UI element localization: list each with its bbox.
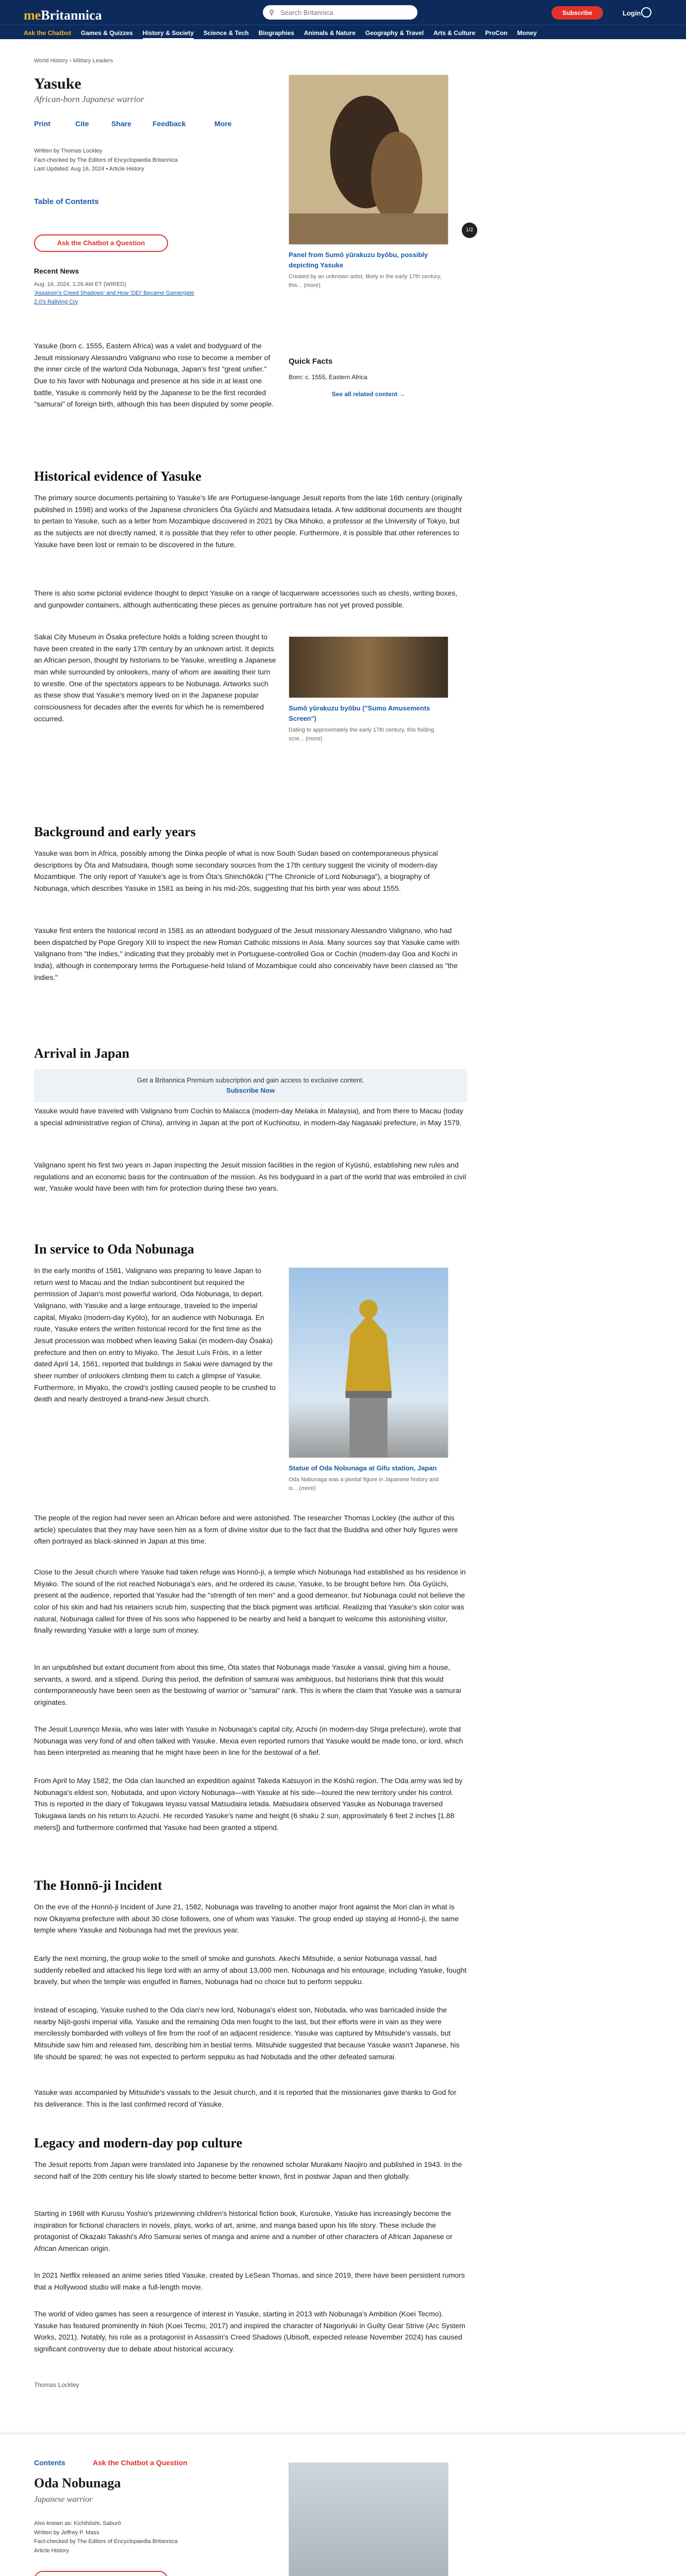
related-byline <box>34 2519 178 2555</box>
britannica-logo[interactable]: meBritannica <box>24 8 102 23</box>
page-title: Yasuke <box>34 75 81 92</box>
legacy-paragraph-4: The world of video games has seen a resurgence of interest in Yasuke, starting in 2013 with Nobunaga's Ambition (Koei Tecmo). Yasuke has featured prominently in Nioh (Koei Tecmo, 2017) and inspired the character of Nagoriyuki in Guilty Gear Strive (Arc System Works, 2021). Notably, his role as a protagonist in Assassin's Creed Shadows (Ubisoft, expected release November 2024) has caused significant controversy due to debate about historical accuracy. <box>34 2310 465 2353</box>
heading-historical-evidence: Historical evidence of Yasuke <box>34 469 202 484</box>
recent-news-date: Aug. 16, 2024, 1:26 AM ET (WIRED) <box>34 281 126 287</box>
hero-caption-title[interactable]: Panel from Sumō yūrakuzu byōbu, possibly depicting Yasuke <box>289 251 428 269</box>
related-subtitle: Japanese warrior <box>34 2495 93 2504</box>
fact-checked[interactable]: Fact-checked by The Editors of Encyclopaedia Britannica <box>34 157 178 163</box>
heading-service: In service to Oda Nobunaga <box>34 1242 194 1257</box>
statue-illustration <box>289 1268 448 1458</box>
screen-caption-title[interactable]: Sumō yūrakuzu byōbu ("Sumo Amusements Screen") <box>289 704 430 723</box>
legacy-paragraph-3: In 2021 Netflix released an anime series titled Yasuke, created by LeSean Thomas, and since 2019, there have been persistent rumors that a Hollywood studio will make a full-length movie. <box>34 2271 465 2291</box>
author-name[interactable]: Thomas Lockley <box>34 2381 79 2388</box>
nav-procon[interactable]: ProCon <box>485 29 508 37</box>
share-button[interactable]: Share <box>111 120 131 128</box>
related-history[interactable]: Article History <box>34 2547 69 2554</box>
service-paragraph-5: The Jesuit Lourenço Mexia, who was later with Yasuke in Nobunaga's capital city, Azuchi (in modern-day Shiga prefecture), wrote that Nobunaga was very fond of and often talked with Yasuke. Mexia even reported rumors that Yasuke would be made tono, or lord, which has been interpreted as meaning that he might have been in line for the bestowal of a fief. <box>34 1725 463 1757</box>
related-ask-button[interactable] <box>34 2571 168 2576</box>
written-by[interactable]: Written by Thomas Lockley <box>34 148 103 154</box>
quick-facts <box>289 355 448 399</box>
statue-image[interactable] <box>289 1267 448 1458</box>
table-of-contents-link[interactable]: Table of Contents <box>34 197 99 206</box>
user-icon[interactable] <box>641 7 651 18</box>
nav-biographies[interactable]: Biographies <box>258 29 294 37</box>
last-updated[interactable]: Last Updated: Aug 16, 2024 • Article History <box>34 166 144 173</box>
arrival-paragraph-1: Yasuke would have traveled with Valignano from Cochin to Malacca (modern-day Melaka in Malaysia), and from there to Macau (today a special administrative region of China), arriving in Japan at the port of Kuchinotsu, in modern-day Nagasaki prefecture, in May 1579. <box>34 1107 463 1127</box>
premium-promo <box>34 1069 467 1102</box>
subscribe-now-link[interactable]: Subscribe Now <box>226 1087 275 1095</box>
background-paragraph-1: Yasuke was born in Africa, possibly among the Dinka people of what is now South Sudan based on contemporaneous physical descriptions by Ōta and Matsudaira, though some secondary sources from the 17th century suggest the vicinity of modern-day Mozambique. The only report of Yasuke's age is from Ōta's Shinchōkōki ("The Chronicle of Lord Nobunaga"), a biography of Nobunaga, which describes Yasuke in 1581 as being in his mid-20s, suggesting that his birth year was about 1555. <box>34 849 438 893</box>
article-actions <box>34 118 292 134</box>
heading-legacy: Legacy and modern-day pop culture <box>34 2136 242 2150</box>
related-fact-checked[interactable]: Fact-checked by The Editors of Encyclopaedia Britannica <box>34 2538 178 2545</box>
print-button[interactable]: Print <box>34 120 51 128</box>
intro-paragraph: Yasuke (born c. 1555, Eastern Africa) was a valet and bodyguard of the Jesuit missionary Alessandro Valignano who rose to become a member of the inner circle of the warlord Oda Nobunaga, Japan's first "great unifier." Due to his favor with Nobunaga and presence at his side in at least one battle, Yasuke is commonly held by the Japanese to be the first recorded "samurai" of foreign birth, although this has been disputed by some people. <box>34 342 274 409</box>
honnoji-paragraph-1: On the eve of the Honnō-ji Incident of June 21, 1582, Nobunaga was traveling to another major front against the Mori clan in what is now Okayama prefecture with about 30 close followers, one of whom was Yasuke. The group ended up staying at Honnō-ji, the same temple where Yasuke and Nobunaga had met the previous year. <box>34 1903 459 1935</box>
evidence-paragraph-1: The primary source documents pertaining to Yasuke's life are Portuguese-language Jesuit reports from the late 16th century (originally published in 1598) and works of the Japanese chroniclers Ōta Gyūichi and Matsudaira Ietada. A few additional documents are thought to pertain to Yasuke, such as a letter from Mozambique discovered in 2021 by Oka Mihoko, a professor at the University of Tokyo, but as the subjects are not directly named, it is possible that they refer to other people. Furthermore, it is possible that other references to Yasuke have been lost or remain to be discovered in the future. <box>34 494 462 549</box>
statue-caption-title[interactable]: Statue of Oda Nobunaga at Gifu station, Japan <box>289 1464 437 1472</box>
top-header <box>0 0 686 25</box>
nav-money[interactable]: Money <box>517 29 537 37</box>
background-paragraph-2: Yasuke first enters the historical record in 1581 as an attendant bodyguard of the Jesuit missionary Alessandro Valignano, who had been dispatched by Pope Gregory XIII to inspect the new Roman Catholic missions in Asia. Many sources say that Yasuke came with Valignano from "the Indies," indicating that they probably met in Portuguese-controlled Goa or Cochin (modern-day Goa and Kochi in India), although in contemporary terms the Portuguese-held Island of Mozambique could also conceivably have been classed as "the Indies." <box>34 926 460 981</box>
nav-geography-travel[interactable]: Geography & Travel <box>365 29 424 37</box>
login-link[interactable]: Login <box>623 9 641 17</box>
feedback-button[interactable]: Feedback <box>153 120 186 128</box>
arrival-paragraph-2: Valignano spent his first two years in Japan inspecting the Jesuit mission facilities in the region of Kyūshū, establishing new rules and regulations and an economic basis for the continuation of the mission. As his bodyguard in a part of the world that was embroiled in civil war, Yasuke would have been with him for protection during these two years. <box>34 1161 466 1193</box>
hero-illustration <box>289 75 448 244</box>
honnoji-paragraph-2: Early the next morning, the group woke to the smell of smoke and gunshots. Akechi Mitsuhide, a senior Nobunaga vassal, had suddenly rebelled and attacked his liege lord with an army of about 13,000 men. Nobunaga and his entourage, including Yasuke, fought bravely, but when the temple was engulfed in flames, Nobunaga had no choice but to perform seppuku. <box>34 1954 467 1986</box>
subscribe-button[interactable]: Subscribe <box>551 6 603 20</box>
related-aka: Also known as: Kichihōshi, Saburō <box>34 2520 121 2527</box>
statue-caption <box>289 1463 448 1493</box>
nav-arts-culture[interactable]: Arts & Culture <box>433 29 476 37</box>
recent-news <box>34 266 204 307</box>
quick-facts-heading: Quick Facts <box>289 357 333 366</box>
heading-background: Background and early years <box>34 824 196 839</box>
heading-honnoji: The Honnō-ji Incident <box>34 1878 162 1893</box>
ask-chatbot-button[interactable]: Ask the Chatbot a Question <box>34 234 168 252</box>
recent-news-heading: Recent News <box>34 267 79 275</box>
honnoji-paragraph-4: Yasuke was accompanied by Mitsuhide's vassals to the Jesuit church, and it is reported that the missionaries gave thanks to God for his deliverance. This is the last confirmed record of Yasuke. <box>34 2088 457 2108</box>
honnoji-paragraph-3: Instead of escaping, Yasuke rushed to the Oda clan's new lord, Nobunaga's eldest son, Nobutada, who was barricaded inside the nearby Nijō-goshi imperial villa. Yasuke and the remaining Oda men fought to the last, but their efforts were in vain as they were mercilessly bombarded with volleys of fire from the roof of an adjacent residence. Yasuke was captured by Mitsuhide's vassals, but Mitsuhide saw him and released him, describing him in bestial terms. Mitsuhide suggested that because Yasuke wasn't Japanese, his life should be spared; he was not expected to perform seppuku as had Nobutada and the other defeated samurai. <box>34 2006 460 2061</box>
screen-caption <box>289 703 448 743</box>
service-paragraph-3: Close to the Jesuit church where Yasuke had taken refuge was Honnō-ji, a temple which Nobunaga had established as his residence in Miyako. The sound of the riot reached Nobunaga's ears, and he ordered its cause, Yasuke, to be brought before him. Ōta Gyūichi, present at the audience, reported that Yasuke had the "strength of ten men" and a good demeanor, but Nobunaga could not believe the color of his skin and had his retainers scrub him, suspecting that the black pigment was artificial. Realizing that Yasuke's skin color was natural, Nobunaga called for three of his sons who happened to be nearby and held a banquet to welcome this astonishing visitor, finally rewarding Yasuke with a large sum of money. <box>34 1568 466 1635</box>
related-title: Oda Nobunaga <box>34 2476 121 2490</box>
search-input[interactable] <box>263 5 417 20</box>
statue-caption-credit: Oda Nobunaga was a pivotal figure in Japanese history and is... (more) <box>289 1477 439 1492</box>
quick-facts-born: Born: c. 1555, Eastern Africa <box>289 374 367 381</box>
related-ask-link[interactable]: Ask the Chatbot a Question <box>93 2459 188 2467</box>
service-paragraph-1: In the early months of 1581, Valignano was preparing to leave Japan to return west to Macau and the Indian subcontinent but required the permission of Japan's most powerful warlord, Oda Nobunaga, to depart. Valignano, with Yasuke and a large entourage, traveled to the imperial capital, Miyako (modern-day Kyōto), for an audience with Nobunaga. En route, Yasuke enters the written historical record for the first time as the Jesuit procession was mobbed when leaving Sakai (in modern-day Ōsaka) prefecture and then on entry to Miyako. The Jesuit Luís Fróis, in a letter dated April 14, 1581, reported that buildings in Sakai were damaged by the sheer number of onlookers climbing them to catch a glimpse of Yasuke. Furthermore, in Miyako, the crowd's jostling caused people to be crushed to death and nearly destroyed a brand-new Jesuit church. <box>34 1266 276 1403</box>
more-button[interactable]: More <box>214 120 232 128</box>
hero-image[interactable] <box>289 75 448 245</box>
section-divider <box>0 2432 686 2435</box>
legacy-paragraph-1: The Jesuit reports from Japan were translated into Japanese by the renowned scholar Murakami Naojiro and published in 1943. In the second half of the 20th century his life slowly started to become better known, first in postwar Japan and then globally. <box>34 2160 462 2180</box>
breadcrumb[interactable]: World History › Military Leaders <box>34 58 113 64</box>
evidence-paragraph-3: Sakai City Museum in Ōsaka prefecture holds a folding screen thought to have been created in the early 17th century by an unknown artist. It depicts an African person, thought by historians to be Yasuke, wrestling a Japanese man while surrounded by onlookers, many of whom are awaiting their turn to wrestle. One of the spectators appears to be Nobunaga. Artworks such as these show that Yasuke's memory lived on in the Japanese popular consciousness for decades after the events for which he is remembered occurred. <box>34 633 276 723</box>
service-paragraph-2: The people of the region had never seen an African before and were astonished. The researcher Thomas Lockley (the author of this article) speculates that they may have seen him as a form of divine visitor due to the fact that the Buddha and other holy figures were often portrayed as black-skinned in Japan at this time. <box>34 1514 458 1546</box>
image-count-badge[interactable]: 1/2 <box>462 223 477 238</box>
recent-news-link[interactable]: 'Assassin's Creed Shadows' and How 'DEI' Became Gamergate 2.0's Rallying Cry <box>34 290 194 305</box>
main-nav <box>0 25 686 39</box>
service-paragraph-4: In an unpublished but extant document from about this time, Ōta states that Nobunaga made Yasuke a vassal, giving him a house, servants, a sword, and a stipend. During this period, the definition of samurai was ambiguous, but historians think that this would contemporaneously have been seen as the bestowing of warrior or "samurai" rank. This is where the claim that Yasuke was a samurai originates. <box>34 1663 461 1707</box>
related-written-by[interactable]: Written by Jeffrey P. Mass <box>34 2529 99 2536</box>
related-image[interactable] <box>289 2463 448 2576</box>
evidence-paragraph-2: There is also some pictorial evidence thought to depict Yasuke on a range of lacquerware accessories such as chests, writing boxes, and gunpowder containers, although authenticating these pieces as genuine portraiture has not yet proved possible. <box>34 589 458 609</box>
page-subtitle: African-born Japanese warrior <box>34 94 144 104</box>
hero-caption <box>289 250 448 290</box>
screen-caption-credit: Dating to approximately the early 17th century, this folding scre... (more) <box>289 727 434 742</box>
nav-history-society[interactable]: History & Society <box>143 28 194 39</box>
nav-ask-chatbot[interactable]: Ask the Chatbot <box>24 29 72 37</box>
nav-animals-nature[interactable]: Animals & Nature <box>304 29 356 37</box>
legacy-paragraph-2: Starting in 1968 with Kurusu Yoshio's prizewinning children's historical fiction book, Kurosuke, Yasuke has increasingly become the inspiration for fictional characters in novels, plays, works of art, anime, and manga based upon his life story. These include the protagonist of Okazaki Takashi's Afro Samurai series of manga and anime and a number of other characters of African Japanese or African American origin. <box>34 2209 453 2253</box>
promo-text: Get a Britannica Premium subscription and gain access to exclusive content. <box>137 1076 364 1084</box>
related-content-link[interactable]: See all related content → <box>331 390 406 398</box>
cite-button[interactable]: Cite <box>75 120 89 128</box>
hero-caption-credit: Created by an unknown artist, likely in the early 17th century, this... (more) <box>289 274 442 289</box>
search-icon: ⚲ <box>269 8 275 16</box>
byline <box>34 147 178 174</box>
screen-image[interactable] <box>289 636 448 698</box>
related-contents-link[interactable]: Contents <box>34 2459 65 2467</box>
nav-science-tech[interactable]: Science & Tech <box>203 29 249 37</box>
heading-arrival: Arrival in Japan <box>34 1046 129 1061</box>
nav-games-quizzes[interactable]: Games & Quizzes <box>80 29 133 37</box>
service-paragraph-6: From April to May 1582, the Oda clan launched an expedition against Takeda Katsuyori in the Kōshū region. The Oda army was led by Nobunaga's eldest son, Nobutada, and upon victory Nobunaga—with Yasuke at his side—toured the new territory under his control. This is reported in the diary of Tokugawa Ieyasu vassal Matsudaira Ietada. Matsudaira observed Yasuke as Nobunaga traversed Tokugawa lands on his return to Azuchi. He recorded Yasuke's name and height (6 shaku 2 sun, approximately 6 feet 2 inches [1.88 meters]) and furthermore confirmed that Yasuke had been granted a stipend. <box>34 1776 463 1832</box>
